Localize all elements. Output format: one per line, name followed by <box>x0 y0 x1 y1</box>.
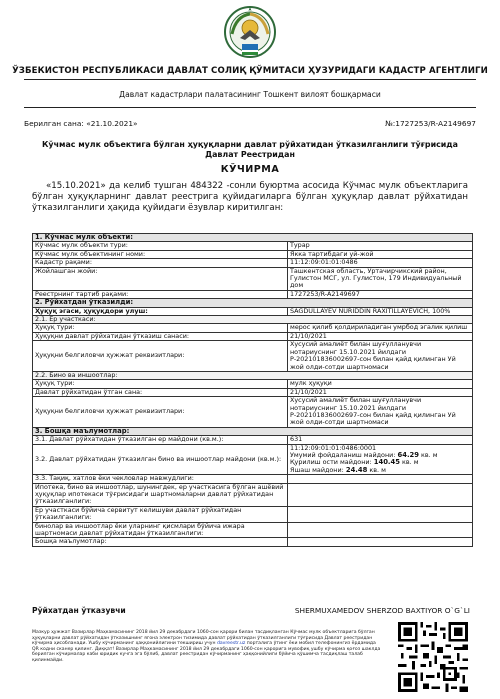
building-code: 11:12:09:01:01:0486:0001 <box>290 443 377 452</box>
building-areas <box>288 444 473 475</box>
living-area-label: Яшаш майдони: <box>290 465 344 474</box>
sub-organization: Давлат кадастрлари палатасининг Тошкент вилоят бошқармаси <box>119 90 381 99</box>
row-value: Якка тартибдаги уй-жой <box>288 250 473 258</box>
divider <box>24 107 476 108</box>
row-value: мулк ҳуқуқи <box>288 380 473 388</box>
verification-link[interactable]: davreestr.uz <box>216 641 246 647</box>
row-value: 11:12:09:01:01:0486 <box>288 259 473 267</box>
organization-title: ЎЗБЕКИСТОН РЕСПУБЛИКАСИ ДАВЛАТ СОЛИҚ ҚЎМИТАСИ ҲУЗУРИДАГИ КАДАСТР АГЕНТЛИГИ <box>12 66 488 76</box>
row-label: Бошқа маълумотлар: <box>33 538 288 546</box>
row-value: Турар <box>288 242 473 250</box>
row-label: Жойлашган жойи: <box>33 267 288 290</box>
registrar-label: Рўйхатдан ўтказувчи <box>32 606 126 615</box>
state-emblem-icon <box>222 4 278 60</box>
row-label: 3.3. Тақиқ, хатлов ёки чекловлар мавжудлиги: <box>33 475 288 483</box>
row-value: 21/10/2021 <box>288 332 473 340</box>
row-label: бинолар ва иншоотлар ёки уларнинг қисмлари бўйича ижара шартномаси давлат рўйхатидан ўтказилганлиги: <box>33 522 288 538</box>
row-label: 3.1. Давлат рўйхатидан ўтказилган ер майдони (кв.м.): <box>33 436 288 444</box>
subsection-heading: 2.1. Ер участкаси: <box>33 316 473 324</box>
row-label: Ҳуқуқ тури: <box>33 380 288 388</box>
total-area-value: 64.29 <box>397 450 419 459</box>
row-label: Реестрнинг тартиб рақами: <box>33 290 288 298</box>
section-heading: 2. Рўйхатдан ўтказилди: <box>33 299 473 307</box>
footnote-text: Мазкур ҳужжат Вазирлар Маҳкамасининг 2018 йил 29 декабрдаги 1060-сон қарори билан тасдиқланган Кўчмас мулк объектларига бўлган ҳуқуқларни давлат рўйхатидан ўтказишнинг ягона электрон тизимида давлат рўйхатидан ўтказилганлиги тўғрисида Давлат реестридан кўчирма ҳисобланади. Ушбу кўчирманинг ҳаққонийлигини текшириш учун <box>32 630 375 647</box>
row-value: мерос қилиб қолдириладиган умрбод эгалик қилиш <box>288 324 473 332</box>
row-label: 3.2. Давлат рўйхатидан ўтказилган бино ва иншоотлар майдони (кв.м.): <box>33 444 288 475</box>
total-area-label: Умумий фойдаланиш майдони: <box>290 450 396 459</box>
row-label: Ипотека, бино ва иншоотлар, шунингдек, ер участкасига бўлган ашёвий ҳуқуқлар ипотекаси тўғрисидаги шартномаларни давлат рўйхатидан ўтказилганлиги: <box>33 483 288 506</box>
row-value <box>288 522 473 538</box>
footnote-text: порталига ўтинг ёки мобил телефонингиз ёрдамида QR кодни сканер қилинг. Диққат! Вазирлар Маҳкамасининг 2018 йил 29 декабрдаги 1060-сон қарорига мувофиқ ушбу кўчирма қоғоз шаклда берилган кўчирмалар каби юридик кучга эга бўлиб, давлат реестридан кўчирманинг ҳаққонийлиги бўйича қўшимча тасдиқлаш талаб қилинмайди. <box>32 641 381 663</box>
row-value <box>288 475 473 483</box>
document-number: №:1727253/R-A2149697 <box>385 119 476 128</box>
row-label: Ҳуқуқни белгиловчи ҳужжат реквизитлари: <box>33 397 288 428</box>
section-heading: 3. Бошқа маълумотлар: <box>33 427 473 435</box>
row-value: Хусусий амалиёт билан шуғулланувчи нотариуснинг 15.10.2021 йилдаги Р-202101836002697-сон билан қайд қилинган Уй жой олди-сотди шартномаси <box>288 397 473 428</box>
row-label: Ҳуқуқни белгиловчи ҳужжат реквизитлари: <box>33 341 288 372</box>
row-value: SAGDULLAYEV NURIDDIN RAXITILLAYEVICH, 100% <box>288 307 473 315</box>
row-label: Ҳуқуқ тури: <box>33 324 288 332</box>
subsection-heading: 2.2. Бино ва иншоотлар: <box>33 371 473 379</box>
qr-code-icon <box>398 622 468 692</box>
row-label: Кадастр рақами: <box>33 259 288 267</box>
footnote <box>32 630 382 664</box>
unit-label: кв. м <box>421 450 438 459</box>
row-value: 1727253/R-A2149697 <box>288 290 473 298</box>
living-area-value: 24.48 <box>345 465 368 474</box>
row-value: 631 <box>288 436 473 444</box>
divider <box>24 79 476 80</box>
registrar-name: SHERMUXAMEDOV SHERZOD BAXTIYOR O`G`LI <box>294 606 470 615</box>
row-label: Кўчмас мулк объекти тури: <box>33 242 288 250</box>
row-value <box>288 506 473 522</box>
built-area-label: Қурилиш ости майдони: <box>290 458 372 467</box>
unit-label: кв. м <box>369 465 386 474</box>
row-label: Давлат рўйхатидан ўтган сана: <box>33 388 288 396</box>
row-value: Хусусий амалиёт билан шуғулланувчи нотариуснинг 15.10.2021 йилдаги Р-202101836002697-сон билан қайд қилинган Уй жой олди-сотди шартномаси <box>288 341 473 372</box>
section-heading: 1. Кўчмас мулк объекти: <box>33 234 473 242</box>
row-label: Ҳуқуқни давлат рўйхатидан ўтказиш санаси: <box>33 332 288 340</box>
row-value <box>288 483 473 506</box>
living-area-line <box>290 467 470 474</box>
built-area-value: 140.45 <box>373 458 400 467</box>
row-value: Ташкентская область, Уртачирчикский район, Гулистон МСГ, ул. Гулистон, 179 Индивидуальный дом <box>288 267 473 290</box>
row-label: Ҳуқуқ эгаси, ҳуқуқдори улуш: <box>33 307 288 315</box>
row-value <box>288 538 473 546</box>
registry-table <box>32 233 473 547</box>
issue-date: Берилган сана: «21.10.2021» <box>24 119 138 128</box>
document-title: КЎЧИРМА <box>220 164 280 175</box>
unit-label: кв. м <box>402 458 419 467</box>
row-value: 21/10/2021 <box>288 388 473 396</box>
row-label: Кўчмас мулк объектининг номи: <box>33 250 288 258</box>
document-heading: Кўчмас мулк объектига бўлган ҳуқуқларни давлат рўйхатидан ўтказилганлиги тўғрисида Давлат Реестридан <box>41 140 459 159</box>
row-label: Ер участкаси бўйича сервитут келишуви давлат рўйхатидан ўтказилганлиги: <box>33 506 288 522</box>
intro-paragraph: «15.10.2021» да келиб тушган 484322 -сонли буюртма асосида Кўчмас мулк объектларига бўлган ҳуқуқларнинг давлат реестрига қуйидагиларга бўлган ҳуқуқлар давлат рўйхатидан ўтказилганлиги ҳақида қуйидаги ёзувлар киритилган: <box>32 181 468 213</box>
